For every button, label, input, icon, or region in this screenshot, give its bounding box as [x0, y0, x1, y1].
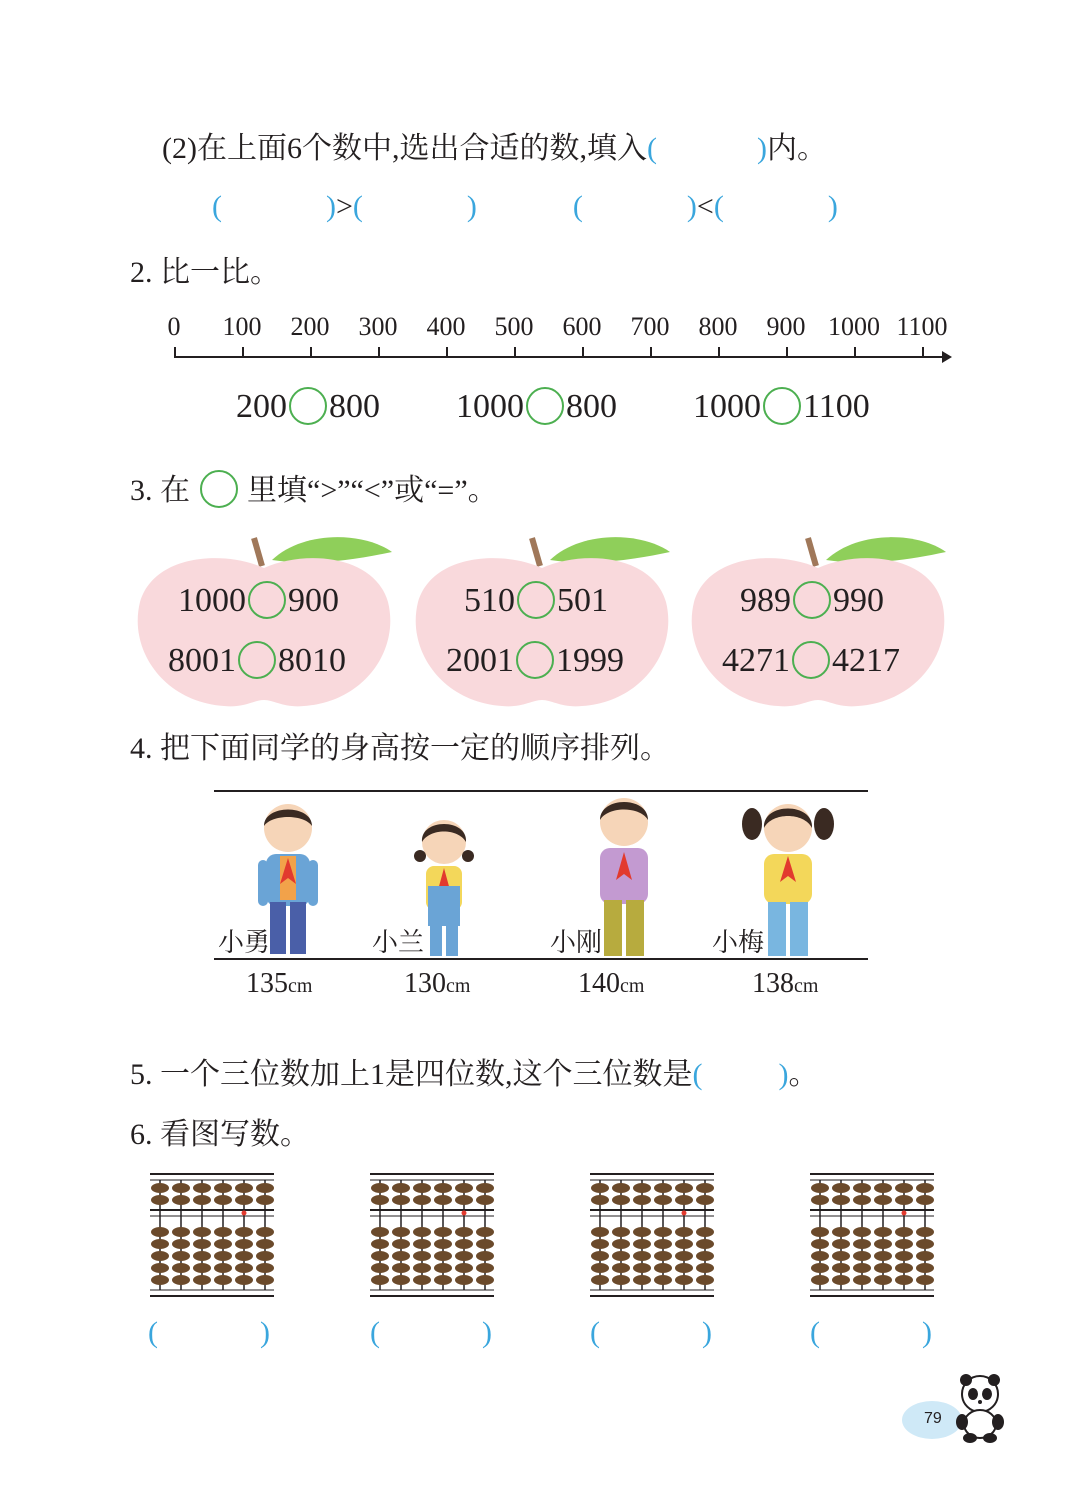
apple-2-row-2 [446, 644, 624, 682]
comparison-2 [456, 390, 617, 428]
answer-circle[interactable] [248, 581, 286, 619]
example-circle-icon [200, 470, 238, 508]
answer-circle[interactable] [289, 387, 327, 425]
compare-right: 900 [288, 582, 339, 619]
q3-title [130, 474, 498, 512]
compare-left: 8001 [168, 642, 236, 679]
tick-label: 1000 [828, 312, 880, 341]
answer-paren-close: ) [482, 1316, 492, 1349]
compare-right: 990 [833, 582, 884, 619]
answer-paren-close: ) [686, 190, 697, 223]
height-unit: cm [446, 975, 471, 997]
arrow-icon [942, 351, 952, 363]
tick-mark [174, 347, 176, 357]
answer-paren-open: ( [692, 1058, 703, 1091]
q4-title: 4. 把下面同学的身高按一定的顺序排列。 [130, 732, 670, 765]
apple-stem [532, 538, 540, 566]
answer-paren-close: ) [778, 1058, 789, 1091]
q1-part2-suffix: 内。 [766, 132, 827, 165]
less-sign: < [696, 190, 714, 223]
tick-mark [446, 347, 448, 357]
abacus-icon [810, 1172, 934, 1298]
answer-paren-open: ( [212, 190, 222, 223]
compare-left: 510 [464, 582, 515, 619]
tick-mark [310, 347, 312, 357]
tick-mark [514, 347, 516, 357]
answer-circle[interactable] [793, 581, 831, 619]
height-number: 130 [404, 968, 446, 999]
child-name: 小勇 [218, 928, 271, 957]
abacus-icon [590, 1172, 714, 1298]
compare-left: 1000 [456, 388, 524, 425]
number-line-axis [174, 356, 946, 358]
compare-right: 1999 [556, 642, 624, 679]
height-unit: cm [288, 975, 313, 997]
paren-close: ) [756, 132, 767, 165]
answer-paren-close: ) [922, 1316, 932, 1349]
tick-mark [922, 347, 924, 357]
answer-circle[interactable] [792, 641, 830, 679]
answer-paren-open: ( [810, 1316, 820, 1349]
q1-part2-text: (2)在上面6个数中,选出合适的数,填入 [162, 132, 647, 165]
compare-left: 1000 [178, 582, 246, 619]
answer-circle[interactable] [763, 387, 801, 425]
answer-paren-open: ( [572, 190, 583, 223]
apple-1-row-1 [178, 584, 339, 622]
q6-title: 6. 看图写数。 [130, 1118, 310, 1151]
answer-paren-open: ( [148, 1316, 158, 1349]
answer-paren-close: ) [326, 190, 336, 223]
height-number: 140 [578, 968, 620, 999]
height-unit: cm [620, 975, 645, 997]
answer-paren-open: ( [352, 190, 363, 223]
height-number: 135 [246, 968, 288, 999]
child-name: 小兰 [372, 928, 425, 957]
child-height [578, 970, 644, 998]
height-number: 138 [752, 968, 794, 999]
apple-3-row-2 [722, 644, 900, 682]
apple-3-row-1 [740, 584, 884, 622]
answer-paren-close: ) [702, 1316, 712, 1349]
apple-2-row-1 [464, 584, 608, 622]
tick-mark [242, 347, 244, 357]
tick-mark [718, 347, 720, 357]
apple-stem [254, 538, 262, 566]
tick-label: 200 [290, 312, 330, 341]
child-height [246, 970, 312, 998]
compare-left: 2001 [446, 642, 514, 679]
number-line [0, 310, 1082, 370]
height-chart-top-line [214, 790, 868, 792]
apple-body [416, 558, 669, 706]
compare-left: 200 [236, 388, 287, 425]
tick-label: 700 [630, 312, 670, 341]
answer-paren-open: ( [370, 1316, 380, 1349]
answer-circle[interactable] [238, 641, 276, 679]
q3-title-prefix: 3. 在 [130, 473, 190, 507]
compare-right: 1100 [803, 388, 870, 425]
compare-right: 4217 [832, 642, 900, 679]
tick-mark [650, 347, 652, 357]
leaf-icon [826, 537, 946, 562]
greater-sign: > [336, 190, 353, 223]
child-height [752, 970, 818, 998]
answer-paren-close: ) [466, 190, 477, 223]
compare-right: 8010 [278, 642, 346, 679]
leaf-icon [550, 537, 670, 562]
tick-mark [854, 347, 856, 357]
answer-circle[interactable] [526, 387, 564, 425]
tick-label: 900 [766, 312, 806, 341]
answer-paren-open: ( [713, 190, 724, 223]
compare-right: 800 [329, 388, 380, 425]
tick-label: 300 [358, 312, 398, 341]
q3-title-suffix: 里填“>”“<”或“=”。 [247, 473, 498, 507]
q5 [130, 1060, 819, 1090]
comparison-3 [693, 390, 870, 428]
tick-label: 800 [698, 312, 738, 341]
page-number: 79 [924, 1410, 942, 1427]
tick-mark [378, 347, 380, 357]
answer-paren-close: ) [827, 190, 838, 223]
tick-label: 100 [222, 312, 262, 341]
tick-label: 500 [494, 312, 534, 341]
tick-label: 600 [562, 312, 602, 341]
tick-label: 1100 [896, 312, 948, 341]
q2-title: 2. 比一比。 [130, 256, 280, 289]
tick-mark [582, 347, 584, 357]
tick-label: 400 [426, 312, 466, 341]
answer-paren-open: ( [590, 1316, 600, 1349]
q5-suffix: 。 [788, 1058, 819, 1091]
apple-1-row-2 [168, 644, 346, 682]
q5-text: 5. 一个三位数加上1是四位数,这个三位数是 [130, 1058, 693, 1091]
tick-mark [786, 347, 788, 357]
abacus-icon [370, 1172, 494, 1298]
child-name: 小刚 [550, 928, 603, 957]
compare-left: 989 [740, 582, 791, 619]
q1-part2 [162, 134, 827, 164]
abacus-icon [150, 1172, 274, 1298]
q1-answer-row [212, 192, 838, 222]
apple-body [692, 558, 945, 706]
answer-circle[interactable] [516, 641, 554, 679]
answer-circle[interactable] [517, 581, 555, 619]
comparison-1 [236, 390, 380, 428]
leaf-icon [272, 537, 392, 562]
height-chart-bottom-line [214, 958, 868, 960]
compare-right: 501 [557, 582, 608, 619]
compare-left: 1000 [693, 388, 761, 425]
compare-left: 4271 [722, 642, 790, 679]
answer-paren-close: ) [260, 1316, 270, 1349]
compare-right: 800 [566, 388, 617, 425]
child-name: 小梅 [712, 928, 765, 957]
tick-label: 0 [167, 312, 181, 341]
apple-stem [808, 538, 816, 566]
height-unit: cm [794, 975, 819, 997]
panda-icon [950, 1372, 1010, 1444]
child-height [404, 970, 470, 998]
paren-open: ( [646, 132, 657, 165]
